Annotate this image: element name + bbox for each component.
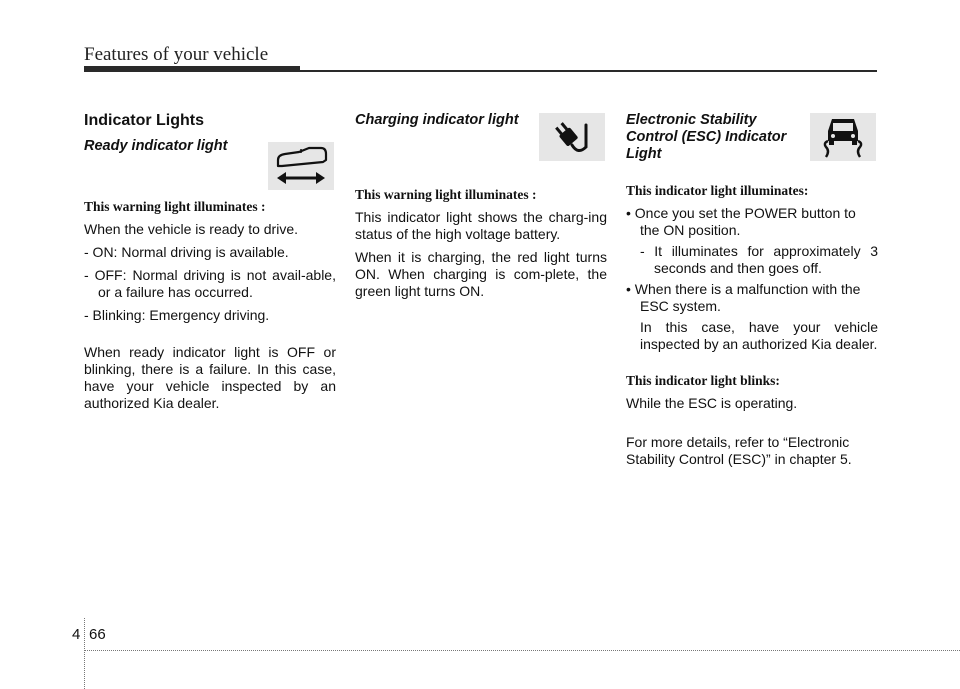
list-item: - Blinking: Emergency driving. [84, 307, 270, 323]
charging-illuminates-label: This warning light illuminates : [355, 187, 537, 202]
column-charging-indicator [355, 112, 607, 306]
header-bar-thin [300, 70, 877, 72]
esc-illuminates-label: This indicator light illuminates: [626, 183, 809, 198]
esc-dealer-paragraph: In this case, have your vehicle inspected by an authorized Kia dealer. [640, 319, 878, 352]
esc-blinks-text: While the ESC is operating. [626, 395, 798, 411]
list-item: - It illuminates for approximately 3 seconds and then goes off. [640, 243, 878, 276]
footer-vertical-divider [84, 618, 86, 689]
footer-divider [84, 650, 960, 652]
header-bar-thick [84, 66, 300, 72]
ready-illuminates-label: This warning light illuminates : [84, 199, 266, 214]
charging-plug-icon [539, 113, 605, 161]
list-item: - OFF: Normal driving is not avail-able, or a failure has occurred. [84, 267, 336, 300]
list-item: • Once you set the POWER button to the ON position. [626, 205, 856, 238]
esc-blinks-label: This indicator light blinks: [626, 373, 780, 388]
section-title: Indicator Lights [84, 112, 204, 129]
chapter-number: 4 [72, 626, 81, 643]
column-esc-indicator [626, 112, 878, 474]
ready-intro: When the vehicle is ready to drive. [84, 221, 298, 237]
esc-refer-paragraph: For more details, refer to “Electronic Stability Control (ESC)” in chapter 5. [626, 434, 852, 467]
charging-indicator-title: Charging indicator light [355, 112, 519, 128]
header-title: Features of your vehicle [84, 44, 269, 65]
ready-vehicle-icon [268, 142, 334, 190]
column-ready-indicator [84, 112, 336, 418]
esc-skid-icon [810, 113, 876, 161]
ready-indicator-title: Ready indicator light [84, 138, 228, 154]
esc-indicator-title: Electronic Stability Control (ESC) Indicator Light [626, 112, 787, 162]
charging-para-2: When it is charging, the red light turns ON. When charging is com-plete, the green light turns ON. [355, 249, 607, 299]
list-item: - ON: Normal driving is available. [84, 244, 289, 260]
ready-closing-paragraph: When ready indicator light is OFF or blinking, there is a failure. In this case, have your vehicle inspected by an authorized Kia dealer. [84, 344, 336, 411]
list-item: • When there is a malfunction with the ESC system. [626, 281, 861, 314]
page-number: 66 [89, 626, 106, 643]
charging-para-1: This indicator light shows the charg-ing status of the high voltage battery. [355, 209, 607, 242]
